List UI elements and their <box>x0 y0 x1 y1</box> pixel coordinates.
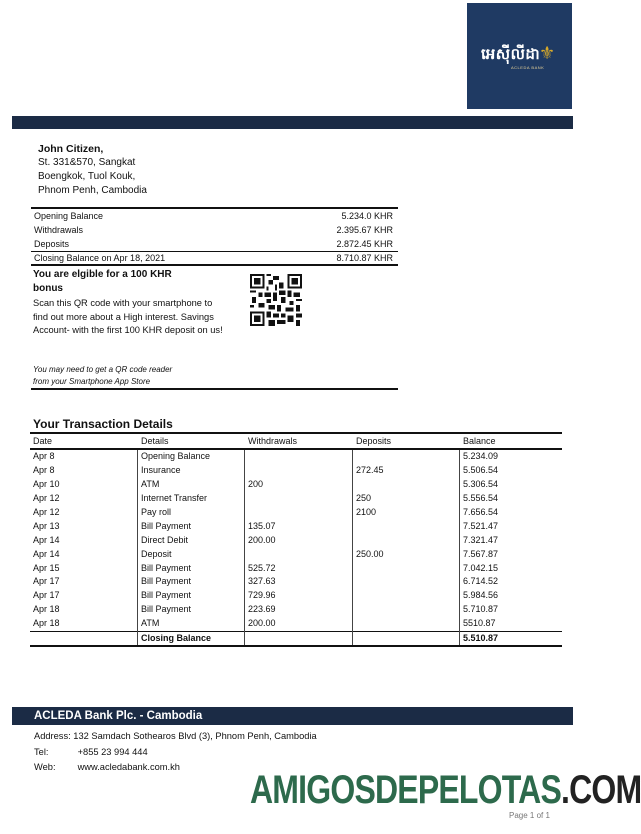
cell-withdrawal: 200.00 <box>245 617 353 631</box>
cell-deposit: 250.00 <box>353 547 460 561</box>
column-header: Withdrawals <box>245 433 353 449</box>
cell-date: Apr 18 <box>33 604 60 615</box>
cell-deposit: 250 <box>353 492 460 506</box>
cell-balance: 7.656.54 <box>460 506 563 520</box>
table-header-row <box>30 433 562 449</box>
cell-date: Apr 12 <box>33 493 60 504</box>
cell-deposit <box>353 603 460 617</box>
logo-sub-text: ACLEDA BANK <box>511 65 545 70</box>
table-row <box>30 533 562 547</box>
column-header: Date <box>30 433 138 449</box>
cell-deposit <box>353 561 460 575</box>
customer-name: John Citizen, <box>38 143 104 155</box>
page-number: Page 1 of 1 <box>509 811 550 820</box>
cell-details: Bill Payment <box>138 575 245 589</box>
customer-address <box>38 142 147 198</box>
address-line: Phnom Penh, Cambodia <box>38 185 147 196</box>
cell-deposit <box>353 533 460 547</box>
tel-label: Tel: <box>34 746 49 757</box>
balance-row <box>31 237 398 251</box>
table-row <box>30 547 562 561</box>
balance-label: Opening Balance <box>34 211 104 221</box>
footer-tel-row <box>34 745 317 761</box>
cell-details: ATM <box>138 478 245 492</box>
cell-deposit <box>353 478 460 492</box>
cell-empty <box>353 631 460 646</box>
cell-balance: 7.321.47 <box>460 533 563 547</box>
table-row <box>30 478 562 492</box>
balance-label: Deposits <box>34 239 70 249</box>
cell-details: Internet Transfer <box>138 492 245 506</box>
web-link[interactable]: www.acledabank.com.kh <box>77 762 180 772</box>
table-row <box>30 561 562 575</box>
column-header: Details <box>138 433 245 449</box>
cell-empty <box>245 631 353 646</box>
web-label: Web: <box>34 762 56 772</box>
cell-withdrawal: 200 <box>245 478 353 492</box>
cell-withdrawal <box>245 464 353 478</box>
balance-label: Withdrawals <box>34 225 84 235</box>
cell-date: Apr 17 <box>33 576 60 587</box>
table-row <box>30 519 562 533</box>
table-row <box>30 617 562 631</box>
balance-value: 2.395.67 KHR <box>336 225 393 235</box>
cell-deposit <box>353 617 460 631</box>
transactions-table <box>30 432 562 647</box>
table-row <box>30 589 562 603</box>
cell-details: Bill Payment <box>138 589 245 603</box>
cell-date: Apr 12 <box>33 507 60 517</box>
cell-date: Apr 13 <box>33 520 60 531</box>
qr-code-icon <box>250 274 302 326</box>
transactions-title: Your Transaction Details <box>33 417 173 431</box>
cell-deposit <box>353 519 460 533</box>
balance-value: 5.234.0 KHR <box>341 211 393 221</box>
cell-details: ATM <box>138 617 245 631</box>
bird-icon: ⚜ <box>539 43 556 63</box>
cell-withdrawal <box>245 547 353 561</box>
cell-withdrawal: 525.72 <box>245 561 353 575</box>
balance-label: Closing Balance on Apr 18, 2021 <box>34 253 166 263</box>
footer-address: Address: 132 Samdach Sothearos Blvd (3), Phnom Penh, Cambodia <box>34 731 317 741</box>
bonus-note <box>33 364 172 387</box>
table-row <box>30 449 562 464</box>
cell-balance: 7.521.47 <box>460 519 563 533</box>
table-row <box>30 603 562 617</box>
watermark <box>250 768 641 813</box>
closing-balance-row <box>31 251 398 264</box>
bonus-title: You are elgible for a 100 KHR bonus <box>33 269 172 294</box>
cell-date: Apr 8 <box>33 465 55 476</box>
closing-label: Closing Balance <box>138 631 245 646</box>
cell-date: Apr 17 <box>33 590 60 601</box>
balance-value: 8.710.87 KHR <box>336 253 393 263</box>
divider <box>31 388 398 390</box>
cell-balance: 5.556.54 <box>460 492 563 506</box>
watermark-main: AMIGOSDEPELOTAS <box>250 768 561 812</box>
logo-script-text: អេស៊ីលីដា <box>481 46 541 63</box>
cell-balance: 5.234.09 <box>460 449 563 464</box>
table-row <box>30 492 562 506</box>
cell-deposit: 272.45 <box>353 464 460 478</box>
table-row <box>30 575 562 589</box>
cell-date: Apr 14 <box>33 534 60 545</box>
cell-withdrawal: 200.00 <box>245 533 353 547</box>
header-bar <box>12 116 573 129</box>
cell-details: Bill Payment <box>138 603 245 617</box>
cell-balance: 6.714.52 <box>460 575 563 589</box>
cell-withdrawal: 223.69 <box>245 603 353 617</box>
cell-details: Bill Payment <box>138 561 245 575</box>
column-header: Deposits <box>353 433 460 449</box>
bonus-text: Scan this QR code with your smartphone to find out more about a High interest. Savings Account- with the first 100 KHR deposit on us! <box>33 298 223 335</box>
balance-value: 2.872.45 KHR <box>336 239 393 249</box>
cell-date: Apr 14 <box>33 548 60 559</box>
cell-balance: 5.506.54 <box>460 464 563 478</box>
cell-withdrawal <box>245 492 353 506</box>
cell-details: Deposit <box>138 547 245 561</box>
cell-details: Opening Balance <box>138 449 245 464</box>
cell-deposit <box>353 575 460 589</box>
bonus-note-line: from your Smartphone App Store <box>33 376 151 386</box>
cell-withdrawal: 729.96 <box>245 589 353 603</box>
cell-withdrawal: 327.63 <box>245 575 353 589</box>
balance-summary <box>31 207 398 266</box>
closing-balance-row <box>30 631 562 646</box>
cell-deposit <box>353 589 460 603</box>
cell-deposit <box>353 449 460 464</box>
address-line: St. 331&570, Sangkat <box>38 157 136 168</box>
bank-logo <box>467 3 572 109</box>
table-row <box>30 506 562 520</box>
footer-bank-name: ACLEDA Bank Plc. - Cambodia <box>12 707 573 725</box>
cell-details: Insurance <box>138 464 245 478</box>
cell-withdrawal: 135.07 <box>245 519 353 533</box>
cell-deposit: 2100 <box>353 506 460 520</box>
cell-date: Apr 15 <box>33 562 60 573</box>
balance-row <box>31 209 398 223</box>
cell-details: Pay roll <box>138 506 245 520</box>
address-line: Boengkok, Tuol Kouk, <box>38 171 136 182</box>
cell-details: Direct Debit <box>138 533 245 547</box>
cell-balance: 5510.87 <box>460 617 563 631</box>
tel-value: +855 23 994 444 <box>77 746 148 757</box>
cell-balance: 5.306.54 <box>460 478 563 492</box>
balance-row <box>31 223 398 237</box>
watermark-suffix: .COM <box>560 768 641 812</box>
cell-date: Apr 8 <box>33 451 55 462</box>
cell-balance: 5.710.87 <box>460 603 563 617</box>
cell-empty <box>30 631 138 646</box>
column-header: Balance <box>460 433 563 449</box>
cell-date: Apr 10 <box>33 479 60 490</box>
cell-withdrawal <box>245 449 353 464</box>
table-row <box>30 464 562 478</box>
closing-value: 5.510.87 <box>460 631 563 646</box>
bonus-note-line: You may need to get a QR code reader <box>33 365 173 374</box>
cell-balance: 7.042.15 <box>460 561 563 575</box>
cell-balance: 5.984.56 <box>460 589 563 603</box>
cell-balance: 7.567.87 <box>460 547 563 561</box>
cell-date: Apr 18 <box>33 618 60 629</box>
cell-details: Bill Payment <box>138 519 245 533</box>
cell-withdrawal <box>245 506 353 520</box>
